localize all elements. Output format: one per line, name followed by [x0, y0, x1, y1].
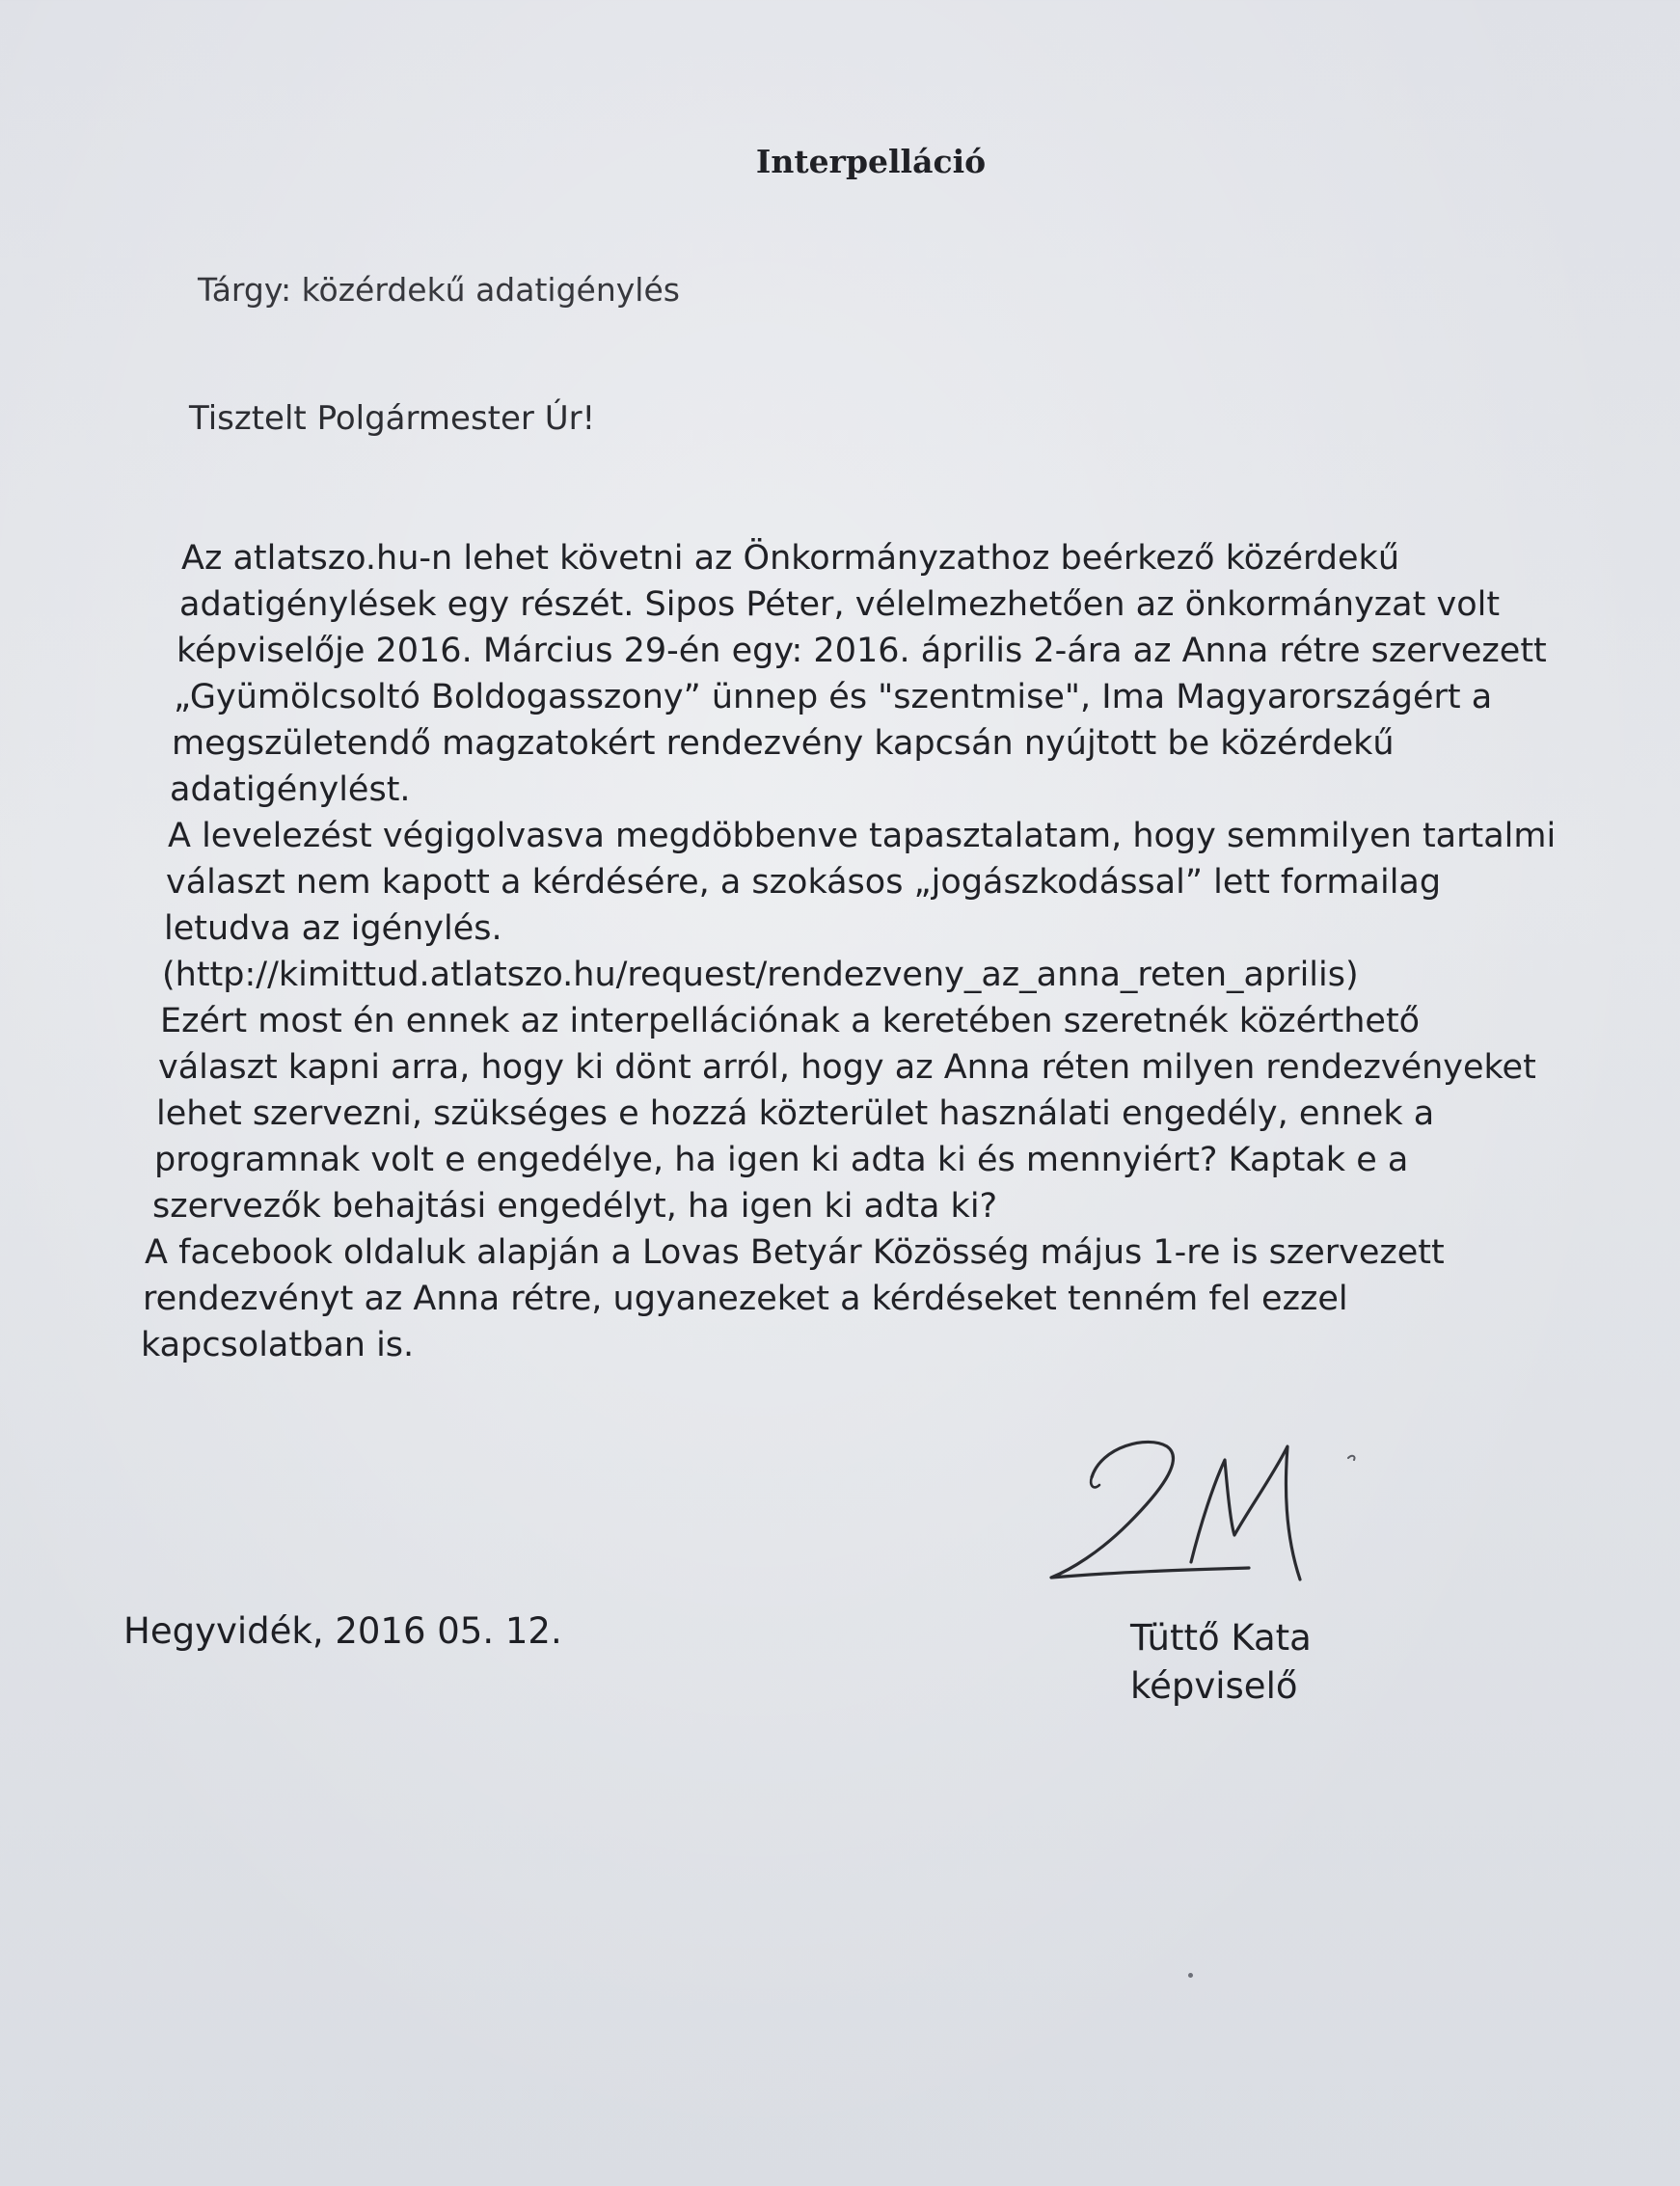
handwritten-signature — [1042, 1417, 1369, 1591]
body-line: rendezvényt az Anna rétre, ugyanezeket a kérdéseket tenném fel ezzel — [143, 1280, 1348, 1318]
body-line: kapcsolatban is. — [141, 1326, 415, 1364]
body-line: A levelezést végigolvasva megdöbbenve tapasztalatam, hogy semmilyen tartalmi — [168, 817, 1557, 855]
body-line: választ nem kapott a kérdésére, a szokásos „jogászkodással” lett formailag — [166, 863, 1442, 902]
body-line: adatigénylést. — [170, 770, 411, 809]
body-line: adatigénylések egy részét. Sipos Péter, vélelmezhetően az önkormányzat volt — [179, 585, 1501, 624]
body-line: „Gyümölcsoltó Boldogasszony” ünnep és "szentmise", Ima Magyarországért a — [174, 678, 1493, 716]
body-line: A facebook oldaluk alapján a Lovas Betyár Közösség május 1-re is szervezett — [145, 1233, 1445, 1272]
body-line: lehet szervezni, szükséges e hozzá közterület használati engedély, ennek a — [156, 1094, 1435, 1133]
body-line: szervezők behajtási engedélyt, ha igen ki adta ki? — [152, 1187, 998, 1226]
salutation: Tisztelt Polgármester Úr! — [189, 399, 596, 438]
signer-role: képviselő — [1130, 1665, 1298, 1707]
body-line: választ kapni arra, hogy ki dönt arról, hogy az Anna réten milyen rendezvényeket — [158, 1048, 1536, 1087]
body-line: Ezért most én ennek az interpellációnak a keretében szeretnék közérthető — [160, 1002, 1421, 1040]
body-line: programnak volt e engedélye, ha igen ki adta ki és mennyiért? Kaptak e a — [154, 1141, 1409, 1179]
document-title: Interpelláció — [755, 143, 987, 180]
body-line: letudva az igénylés. — [164, 909, 502, 948]
signer-block — [1130, 1614, 1312, 1711]
body-line: megszületendő magzatokért rendezvény kapcsán nyújtott be közérdekű — [172, 724, 1395, 763]
body-line: (http://kimittud.atlatszo.hu/request/rendezveny_az_anna_reten_aprilis) — [162, 956, 1359, 994]
signer-name: Tüttő Kata — [1130, 1617, 1312, 1659]
body-text — [135, 535, 1582, 1368]
paper-speck — [1188, 1973, 1193, 1978]
place-and-date: Hegyvidék, 2016 05. 12. — [123, 1610, 562, 1652]
body-line: képviselője 2016. Március 29-én egy: 2016. április 2-ára az Anna rétre szervezett — [176, 632, 1547, 670]
subject-line: Tárgy: közérdekű adatigénylés — [198, 271, 680, 309]
body-line: Az atlatszo.hu-n lehet követni az Önkormányzathoz beérkező közérdekű — [181, 539, 1400, 578]
